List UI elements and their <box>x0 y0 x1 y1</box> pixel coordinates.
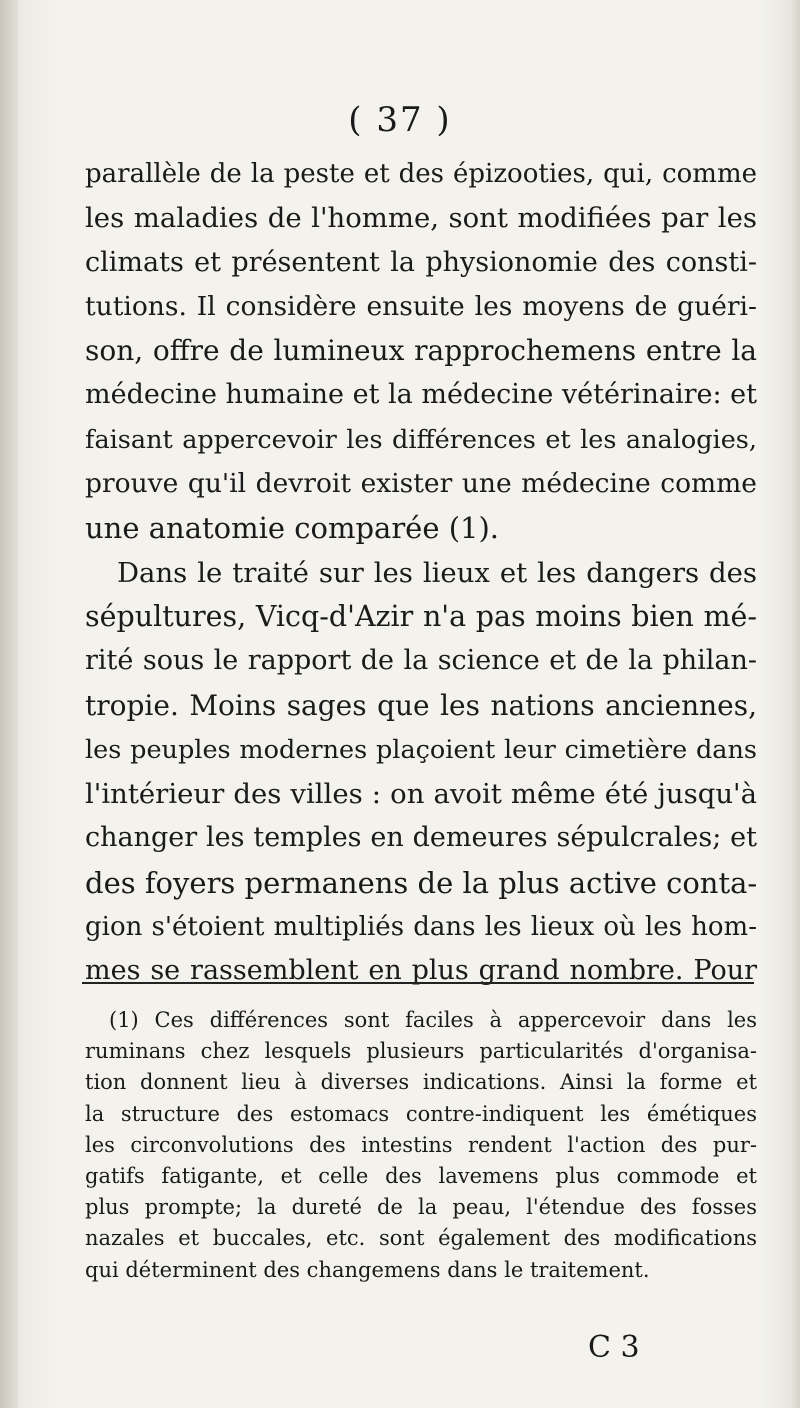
page-binding-edge <box>0 0 18 1408</box>
footnote-divider <box>82 982 754 984</box>
body-line: faisant appercevoir les différences et les analogies, <box>85 424 757 455</box>
footnote-line: tion donnent lieu à diverses indications. Ainsi la forme et <box>85 1070 757 1095</box>
body-line: prouve qu'il devroit exister une médecine comme <box>85 468 757 500</box>
body-line: sépultures, Vicq-d'Azir n'a pas moins bien mé- <box>85 599 757 633</box>
footnote-line: qui déterminent des changemens dans le traitement. <box>85 1257 650 1282</box>
body-line: les peuples modernes plaçoient leur cimetière dans <box>85 734 757 765</box>
body-line: les maladies de l'homme, sont modifiées par les <box>85 202 757 235</box>
body-line: Dans le traité sur les lieux et les dangers des <box>117 556 757 589</box>
footnote-line: plus prompte; la dureté de la peau, l'étendue des fosses <box>85 1195 757 1220</box>
footnote-line: la structure des estomacs contre-indiquent les émétiques <box>85 1101 757 1126</box>
body-line: son, offre de lumineux rapprochemens entre la <box>85 334 757 368</box>
footnote-line: les circonvolutions des intestins rendent l'action des pur- <box>85 1132 757 1157</box>
body-line: gion s'étoient multipliés dans les lieux où les hom- <box>85 912 757 943</box>
body-text <box>85 152 757 994</box>
body-line: l'intérieur des villes : on avoit même été jusqu'à <box>85 778 757 811</box>
body-line: médecine humaine et la médecine vétérinaire: et <box>85 379 758 411</box>
body-line: changer les temples en demeures sépulcrales; et <box>85 822 757 854</box>
body-line: climats et présentent la physionomie des consti- <box>85 246 757 278</box>
body-line: une anatomie comparée (1). <box>85 511 500 546</box>
body-line: tropie. Moins sages que les nations anciennes, <box>85 688 757 722</box>
footnote-line: gatifs fatigante, et celle des lavemens plus commode et <box>85 1163 757 1188</box>
signature-mark: C 3 <box>588 1330 640 1365</box>
body-line: parallèle de la peste et des épizooties, qui, comme <box>85 159 757 189</box>
footnote-line: (1) Ces différences sont faciles à appercevoir dans les <box>109 1008 757 1032</box>
body-line: des foyers permanens de la plus active conta- <box>85 865 758 900</box>
page-number: ( 37 ) <box>348 100 452 140</box>
footnote-line: ruminans chez lesquels plusieurs particularités d'organisa- <box>85 1039 757 1064</box>
footnote <box>85 1005 757 1286</box>
body-line: rité sous le rapport de la science et de la philan- <box>85 645 757 677</box>
footnote-line: nazales et buccales, etc. sont également des modifications <box>85 1226 757 1251</box>
body-line: mes se rassemblent en plus grand nombre. Pour <box>85 955 757 987</box>
body-line: tutions. Il considère ensuite les moyens de guéri- <box>85 290 757 322</box>
